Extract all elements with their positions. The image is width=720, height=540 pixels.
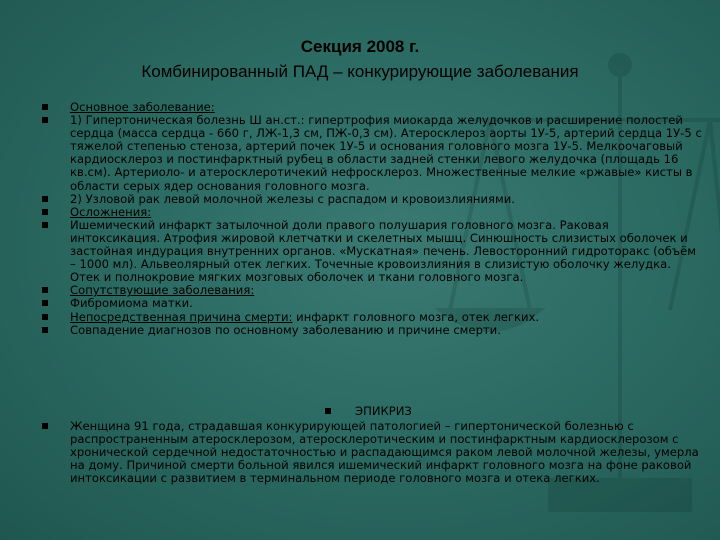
bullet-icon	[42, 222, 48, 228]
slide-title	[0, 34, 720, 84]
item-label: Осложнения:	[70, 204, 152, 219]
list-item	[42, 324, 702, 337]
item-text: 2) Узловой рак левой молочной железы с распадом и кровоизлияниями.	[70, 191, 515, 206]
epicrisis-text: Женщина 91 года, страдавшая конкурирующей патологией – гипертонической болезнью с распространенным атеросклерозом, атеросклеротическим и постинфарктным кардиосклерозом с хронической сердечной недостаточностью и распадающимся раком левой молочной железы, умерла на дому. Причиной смерти больной явился ишемический инфаркт головного мозга на фоне раковой интоксикации с развитием в терминальном периоде головного мозга и отека легких.	[70, 419, 699, 486]
item-text: Совпадение диагнозов по основному заболеванию и причине смерти.	[70, 322, 501, 337]
bullet-icon	[42, 314, 48, 320]
item-text: 1) Гипертоническая болезнь Ш ан.ст.: гипертрофия миокарда желудочков и расширение полостей сердца (масса сердца - 660 г, ЛЖ-1,3 см, ПЖ-0,3 см). Атеросклероз аорты 1У-5, артерий сердца 1У-5 с тяжелой степенью стеноза, артерий почек 1У-5 и основания головного мозга 1У-5. Мелкоочаговый кардиосклероз и постинфарктный рубец в области задней стенки левого желудочка (площадь 16 кв.см). Артериоло- и атеросклеротичекий нефросклероз. Множественные мелкие «ржавые» кисты в области серых ядер основания головного мозга.	[70, 113, 702, 193]
bullet-icon	[42, 196, 48, 202]
bullet-icon	[42, 104, 48, 110]
item-text: инфаркт головного мозга, отек легких.	[292, 309, 540, 324]
title-line-1: Секция 2008 г.	[300, 37, 420, 56]
item-text: Фибромиома матки.	[70, 296, 193, 311]
epicrisis-list	[42, 420, 702, 485]
list-item	[42, 219, 702, 284]
item-text: Ишемический инфаркт затылочной доли правого полушария головного мозга. Раковая интоксикация. Атрофия жировой клетчатки и скелетных мышц. Синюшность слизистых оболочек и застойная индурация внутренних органов. «Мускатная» печень. Левосторонний гидроторакс (объём – 1000 мл). Альвеолярный отек легких. Точечные кровоизлияния в слизистую оболочку желудка. Отек и полнокровие мягких мозговых оболочек и ткани головного мозга.	[70, 217, 696, 285]
bullet-icon	[325, 408, 331, 414]
bullet-icon	[42, 287, 48, 293]
item-label: Непосредственная причина смерти:	[70, 309, 293, 324]
epicrisis-heading: ЭПИКРИЗ	[355, 404, 412, 418]
list-item	[42, 420, 702, 485]
diagnosis-list	[42, 101, 702, 337]
bullet-icon	[42, 117, 48, 123]
title-line-2: Комбинированный ПАД – конкурирующие заболевания	[141, 62, 579, 81]
item-label: Сопутствующие заболевания:	[70, 283, 255, 298]
bullet-icon	[42, 423, 48, 429]
item-label: Основное заболевание:	[70, 100, 215, 114]
bullet-icon	[42, 327, 48, 333]
list-item	[42, 114, 702, 193]
bullet-icon	[42, 300, 48, 306]
bullet-icon	[42, 209, 48, 215]
